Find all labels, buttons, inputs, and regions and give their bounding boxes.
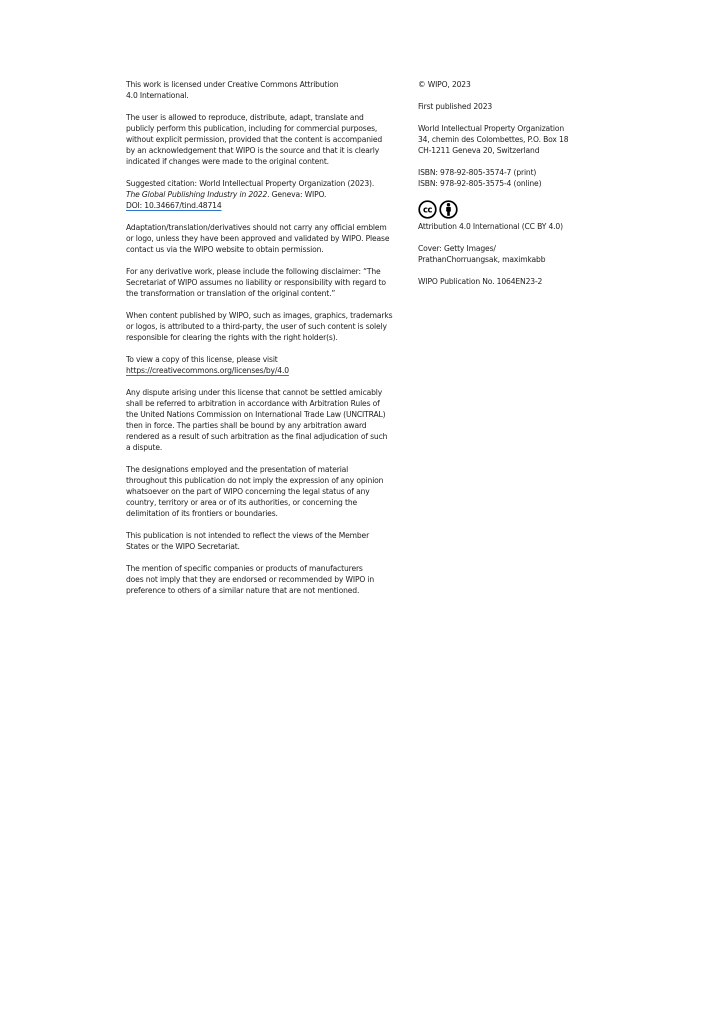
attribution-icon (440, 201, 457, 218)
text-line: Any dispute arising under this license that cannot be settled amicably (126, 388, 383, 397)
citation-title-line (126, 189, 408, 200)
cover-credit (418, 243, 598, 265)
companies-paragraph (126, 563, 408, 596)
right-column (418, 79, 598, 298)
publication-title-suffix: . Geneva: WIPO. (267, 190, 327, 199)
text-line: CH-1211 Geneva 20, Switzerland (418, 146, 540, 155)
text-line: This work is licensed under Creative Commons Attribution (126, 80, 339, 89)
text-line: responsible for clearing the rights with the right holder(s). (126, 333, 338, 342)
citation-line: Suggested citation: World Intellectual Property Organization (2023). (126, 179, 375, 188)
text-line: 34, chemin des Colombettes, P.O. Box 18 (418, 135, 569, 144)
text-line: Secretariat of WIPO assumes no liability or responsibility with regard to (126, 278, 386, 287)
text-line: a dispute. (126, 443, 163, 452)
dispute-paragraph (126, 387, 408, 453)
designations-paragraph (126, 464, 408, 519)
disclaimer-paragraph (126, 266, 408, 299)
isbn-block (418, 167, 598, 189)
text-line: preference to others of a similar nature that are not mentioned. (126, 586, 360, 595)
cc-icon (419, 201, 436, 218)
cc-license-block (418, 200, 598, 232)
cc-by-logo (418, 200, 460, 219)
left-column (126, 79, 408, 607)
text-line: by an acknowledgement that WIPO is the source and that it is clearly (126, 146, 380, 155)
text-line: The mention of specific companies or products of manufacturers (126, 564, 363, 573)
text-line: the United Nations Commission on International Trade Law (UNCITRAL) (126, 410, 386, 419)
copyright-text: © WIPO, 2023 (418, 80, 471, 89)
text-line: When content published by WIPO, such as images, graphics, trademarks (126, 311, 393, 320)
license-statement (126, 79, 408, 101)
text-line: shall be referred to arbitration in accordance with Arbitration Rules of (126, 399, 380, 408)
text-line: The designations employed and the presentation of material (126, 465, 349, 474)
text-line: without explicit permission, provided that the content is accompanied (126, 135, 383, 144)
text-line: throughout this publication do not imply the expression of any opinion (126, 476, 384, 485)
text-line: World Intellectual Property Organization (418, 124, 565, 133)
first-published (418, 101, 598, 112)
text-line: PrathanChorruangsak, maximkabb (418, 255, 546, 264)
text-line: or logo, unless they have been approved and validated by WIPO. Please (126, 234, 390, 243)
text-line: then in force. The parties shall be bound by any arbitration award (126, 421, 367, 430)
text-line: or logos, is attributed to a third-party, the user of such content is solely (126, 322, 387, 331)
license-url-link[interactable]: https://creativecommons.org/licenses/by/4.0 (126, 366, 289, 375)
allowed-use-paragraph (126, 112, 408, 167)
text-line: States or the WIPO Secretariat. (126, 542, 240, 551)
third-party-paragraph (126, 310, 408, 343)
text-line: rendered as a result of such arbitration as the final adjudication of such (126, 432, 388, 441)
adaptation-paragraph (126, 222, 408, 255)
text-line: delimitation of its frontiers or boundaries. (126, 509, 278, 518)
text-line: does not imply that they are endorsed or recommended by WIPO in (126, 575, 375, 584)
text-line: country, territory or area or of its authorities, or concerning the (126, 498, 358, 507)
text-line: publicly perform this publication, including for commercial purposes, (126, 124, 378, 133)
text-line: the transformation or translation of the original content.” (126, 289, 336, 298)
doi-link[interactable]: DOI: 10.34667/tind.48714 (126, 201, 222, 210)
text-line: Adaptation/translation/derivatives should not carry any official emblem (126, 223, 387, 232)
first-published-text: First published 2023 (418, 102, 493, 111)
text-line: indicated if changes were made to the original content. (126, 157, 329, 166)
isbn-online: ISBN: 978-92-805-3575-4 (online) (418, 179, 542, 188)
text-line: To view a copy of this license, please visit (126, 355, 278, 364)
text-line: whatsoever on the part of WIPO concerning the legal status of any (126, 487, 370, 496)
publication-number (418, 276, 598, 287)
citation-paragraph (126, 178, 408, 211)
attribution-text: Attribution 4.0 International (CC BY 4.0) (418, 222, 563, 231)
copyright-notice (418, 79, 598, 90)
text-line: contact us via the WIPO website to obtain permission. (126, 245, 324, 254)
text-line: The user is allowed to reproduce, distribute, adapt, translate and (126, 113, 364, 122)
text-line: 4.0 International. (126, 91, 189, 100)
text-line: For any derivative work, please include the following disclaimer: “The (126, 267, 381, 276)
publication-number-text: WIPO Publication No. 1064EN23-2 (418, 277, 543, 286)
views-paragraph (126, 530, 408, 552)
publication-title: The Global Publishing Industry in 2022 (126, 190, 268, 199)
text-line: This publication is not intended to reflect the views of the Member (126, 531, 370, 540)
view-license-paragraph (126, 354, 408, 376)
isbn-print: ISBN: 978-92-805-3574-7 (print) (418, 168, 537, 177)
cc-logo-text: cc (423, 204, 432, 215)
publisher-address (418, 123, 598, 156)
text-line: Cover: Getty Images/ (418, 244, 496, 253)
